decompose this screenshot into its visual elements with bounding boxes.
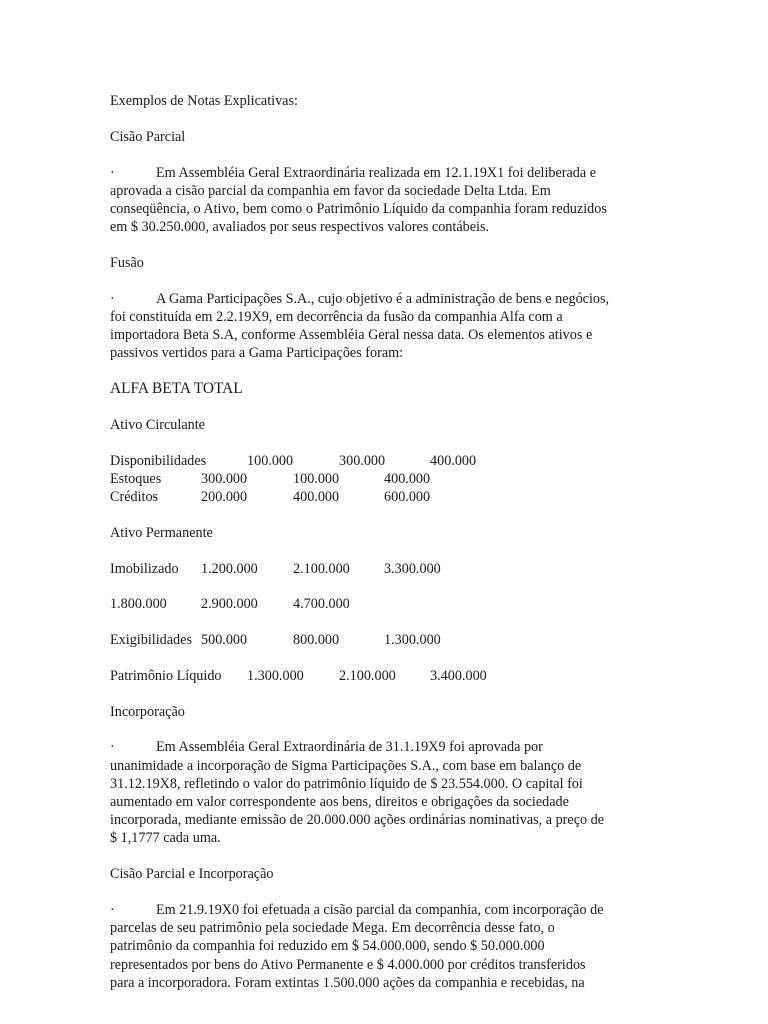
paragraph-line: importadora Beta S.A, conforme Assembléia Geral nessa data. Os elementos ativos e <box>110 327 593 344</box>
section-heading-cisao-incorporacao: Cisão Parcial e Incorporação <box>110 866 274 883</box>
cell-total: 1.300.000 <box>384 632 441 649</box>
document-title: Exemplos de Notas Explicativas: <box>110 93 298 109</box>
table-row-subtotal <box>110 595 658 613</box>
paragraph-line: representados por bens do Ativo Permanente e $ 4.000.000 por créditos transferidos <box>110 956 586 973</box>
paragraph-line: para a incorporadora. Foram extintas 1.500.000 ações da companhia e recebidas, na <box>110 974 585 991</box>
paragraph-text: Em Assembléia Geral Extraordinária realizada em 12.1.19X1 foi deliberada e <box>156 164 597 181</box>
section-heading-fusao: Fusão <box>110 254 144 271</box>
paragraph-line <box>110 738 658 756</box>
paragraph-line: passivos vertidos para a Gama Participações foram: <box>110 345 404 362</box>
table-row <box>110 560 658 578</box>
cell-beta: 800.000 <box>293 632 340 649</box>
document-page <box>110 92 658 992</box>
cell-beta: 2.100.000 <box>293 560 350 577</box>
paragraph-line <box>110 901 658 919</box>
table-row <box>110 452 658 470</box>
row-label: Exigibilidades <box>110 632 192 649</box>
row-label: Créditos <box>110 488 159 505</box>
paragraph-text: Em Assembléia Geral Extraordinária de 31.1.19X9 foi aprovada por <box>156 739 543 756</box>
paragraph-line: foi constituída em 2.2.19X9, em decorrência da fusão da companhia Alfa com a <box>110 308 563 325</box>
paragraph-line: parcelas de seu patrimônio pela sociedade Mega. Em decorrência desse fato, o <box>110 920 555 937</box>
paragraph-line: aprovada a cisão parcial da companhia em favor da sociedade Delta Ltda. Em <box>110 182 551 199</box>
bullet: · <box>110 164 115 181</box>
table-row <box>110 667 658 685</box>
cell-total: 4.700.000 <box>293 596 350 613</box>
paragraph-line: conseqüência, o Ativo, bem como o Patrimônio Líquido da companhia foram reduzidos <box>110 200 607 217</box>
row-label: Estoques <box>110 470 162 487</box>
cell-total: 600.000 <box>384 488 431 505</box>
paragraph-line: patrimônio da companhia foi reduzido em $ 54.000.000, sendo $ 50.000.000 <box>110 938 545 955</box>
paragraph-line: unanimidade a incorporação de Sigma Participações S.A., com base em balanço de <box>110 757 582 774</box>
bullet: · <box>110 290 115 307</box>
row-label: Patrimônio Líquido <box>110 667 222 684</box>
table-header: ALFA BETA TOTAL <box>110 380 243 398</box>
cell-beta: 2.100.000 <box>339 667 396 684</box>
cell-alfa: 500.000 <box>201 632 248 649</box>
cell-beta: 2.900.000 <box>201 596 258 613</box>
row-label: Disponibilidades <box>110 452 207 469</box>
cell-total: 3.300.000 <box>384 560 441 577</box>
bullet: · <box>110 739 115 756</box>
paragraph-text: A Gama Participações S.A., cujo objetivo é a administração de bens e negócios, <box>156 290 610 307</box>
cell-alfa: 1.200.000 <box>201 560 258 577</box>
cell-alfa: 200.000 <box>201 488 248 505</box>
cell-alfa: 1.300.000 <box>247 667 304 684</box>
cell-total: 400.000 <box>384 470 431 487</box>
table-row <box>110 470 658 488</box>
cell-total: 3.400.000 <box>430 667 487 684</box>
section-heading-cisao: Cisão Parcial <box>110 128 186 145</box>
paragraph-line <box>110 164 658 182</box>
cell-beta: 300.000 <box>339 452 386 469</box>
table-row <box>110 488 658 506</box>
paragraph-line <box>110 290 658 308</box>
paragraph-line: 31.12.19X8, refletindo o valor do patrimônio líquido de $ 23.554.000. O capital foi <box>110 775 583 792</box>
paragraph-line: aumentado em valor correspondente aos bens, direitos e obrigações da sociedade <box>110 794 569 810</box>
cell-total: 400.000 <box>430 452 477 469</box>
cell-alfa: 100.000 <box>247 452 294 469</box>
cell-alfa: 1.800.000 <box>110 596 167 613</box>
paragraph-line: em $ 30.250.000, avaliados por seus respectivos valores contábeis. <box>110 219 490 236</box>
cell-beta: 100.000 <box>293 470 340 487</box>
section-heading-incorporacao: Incorporação <box>110 703 185 720</box>
paragraph-line: $ 1,1777 cada uma. <box>110 830 221 847</box>
table-group-ativo-permanente: Ativo Permanente <box>110 524 213 541</box>
table-group-ativo-circulante: Ativo Circulante <box>110 416 205 433</box>
paragraph-text: Em 21.9.19X0 foi efetuada a cisão parcial da companhia, com incorporação de <box>156 901 604 918</box>
cell-beta: 400.000 <box>293 488 340 505</box>
cell-alfa: 300.000 <box>201 470 248 487</box>
row-label: Imobilizado <box>110 560 179 577</box>
bullet: · <box>110 901 115 918</box>
paragraph-line: incorporada, mediante emissão de 20.000.000 ações ordinárias nominativas, a preço de <box>110 812 605 829</box>
table-row <box>110 631 658 649</box>
